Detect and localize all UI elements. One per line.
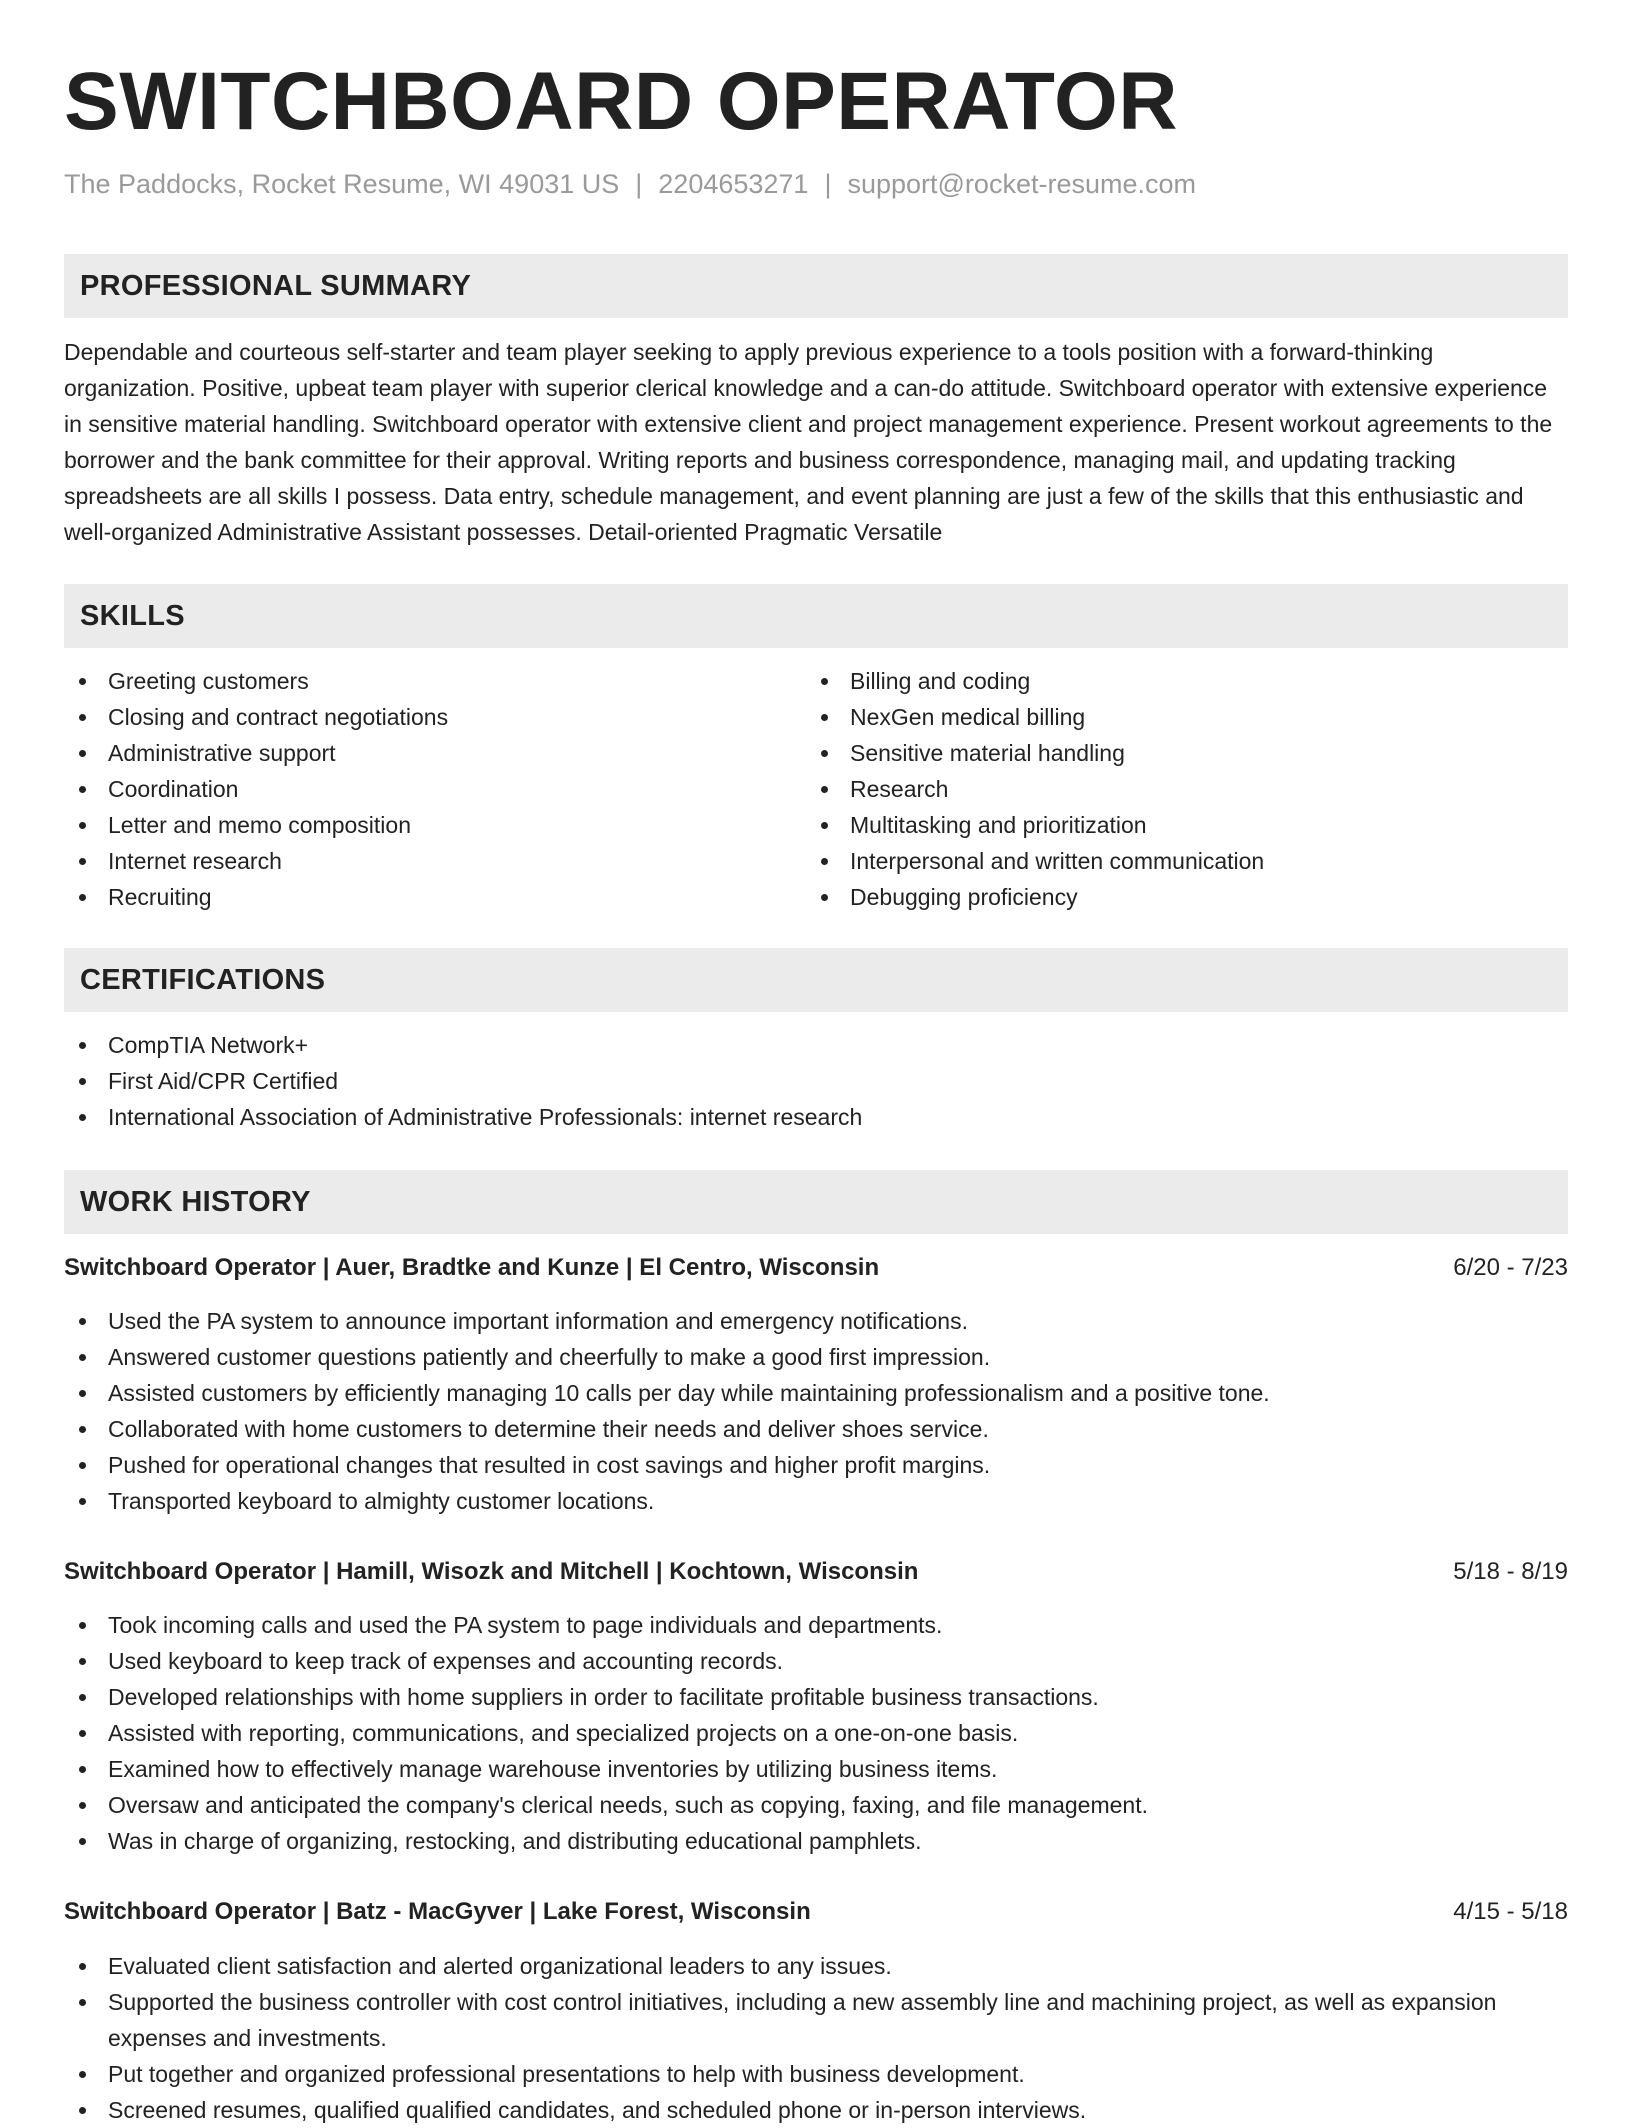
skill-item: Billing and coding xyxy=(806,663,1546,699)
job-header xyxy=(64,1554,1568,1590)
job-bullet: Supported the business controller with cost control initiatives, including a new assembly line and machining project, as well as expansion expenses and investments. xyxy=(64,1984,1568,2056)
resume-name: SWITCHBOARD OPERATOR xyxy=(64,56,1178,147)
skill-item: NexGen medical billing xyxy=(806,699,1546,735)
skill-item: Research xyxy=(806,771,1546,807)
job-bullet: Oversaw and anticipated the company's clerical needs, such as copying, faxing, and file management. xyxy=(64,1787,1568,1823)
contact-line xyxy=(64,166,1196,202)
job-header xyxy=(64,1250,1568,1286)
skill-item: Internet research xyxy=(64,843,804,879)
certification-item: First Aid/CPR Certified xyxy=(64,1063,1568,1099)
job-bullet-list xyxy=(64,1303,1568,1519)
job-bullet: Used keyboard to keep track of expenses and accounting records. xyxy=(64,1643,1568,1679)
contact-address: The Paddocks, Rocket Resume, WI 49031 US xyxy=(64,169,620,199)
contact-separator: | xyxy=(824,169,832,199)
skill-item: Interpersonal and written communication xyxy=(806,843,1546,879)
skill-item: Coordination xyxy=(64,771,804,807)
skill-item: Letter and memo composition xyxy=(64,807,804,843)
job-bullet: Transported keyboard to almighty customer locations. xyxy=(64,1483,1568,1519)
job-bullet-list xyxy=(64,1607,1568,1859)
summary-text: Dependable and courteous self-starter and team player seeking to apply previous experience to a tools position with a forward-thinking organization. Positive, upbeat team player with superior clerical knowledge and a can-do attitude. Switchboard operator with extensive experience in sensitive material handling. Switchboard operator with extensive client and project management experience. Present workout agreements to the borrower and the bank committee for their approval. Writing reports and business correspondence, managing mail, and updating tracking spreadsheets are all skills I possess. Data entry, schedule management, and event planning are just a few of the skills that this enthusiastic and well-organized Administrative Assistant possesses. Detail-oriented Pragmatic Versatile xyxy=(64,339,1553,545)
job-title: Switchboard Operator | Batz - MacGyver | Lake Forest, Wisconsin xyxy=(64,1898,811,1925)
work-history-heading: WORK HISTORY xyxy=(80,1186,311,1218)
contact-separator: | xyxy=(635,169,643,199)
job-dates: 4/15 - 5/18 xyxy=(1453,1898,1568,1925)
job-bullet: Screened resumes, qualified qualified candidates, and scheduled phone or in-person interviews. xyxy=(64,2092,1568,2128)
certification-item: International Association of Administrative Professionals: internet research xyxy=(64,1099,1568,1135)
contact-email: support@rocket-resume.com xyxy=(847,169,1196,199)
job-bullet: Pushed for operational changes that resulted in cost savings and higher profit margins. xyxy=(64,1447,1568,1483)
job-bullet: Assisted customers by efficiently managing 10 calls per day while maintaining professionalism and a positive tone. xyxy=(64,1375,1568,1411)
certifications-list xyxy=(64,1027,1568,1135)
skill-item: Recruiting xyxy=(64,879,804,915)
work-history-section-header xyxy=(64,1170,1568,1234)
certifications-heading: CERTIFICATIONS xyxy=(80,964,326,996)
job-title: Switchboard Operator | Hamill, Wisozk and Mitchell | Kochtown, Wisconsin xyxy=(64,1558,919,1585)
job-bullet: Used the PA system to announce important information and emergency notifications. xyxy=(64,1303,1568,1339)
skills-column-right xyxy=(806,663,1546,915)
job-bullet-list xyxy=(64,1948,1568,2128)
job-header xyxy=(64,1894,1568,1930)
job-bullet: Collaborated with home customers to determine their needs and deliver shoes service. xyxy=(64,1411,1568,1447)
skill-item: Debugging proficiency xyxy=(806,879,1546,915)
skills-list-left xyxy=(64,663,804,915)
job-bullet: Assisted with reporting, communications, and specialized projects on a one-on-one basis. xyxy=(64,1715,1568,1751)
certifications-section-header xyxy=(64,948,1568,1012)
job-title: Switchboard Operator | Auer, Bradtke and Kunze | El Centro, Wisconsin xyxy=(64,1254,880,1281)
skill-item: Greeting customers xyxy=(64,663,804,699)
job-bullet: Took incoming calls and used the PA system to page individuals and departments. xyxy=(64,1607,1568,1643)
job-bullet: Was in charge of organizing, restocking, and distributing educational pamphlets. xyxy=(64,1823,1568,1859)
skills-column-left xyxy=(64,663,804,915)
job-dates: 5/18 - 8/19 xyxy=(1453,1558,1568,1585)
skill-item: Administrative support xyxy=(64,735,804,771)
skills-list-right xyxy=(806,663,1546,915)
job-bullet: Evaluated client satisfaction and alerted organizational leaders to any issues. xyxy=(64,1948,1568,1984)
skills-section-header xyxy=(64,584,1568,648)
skill-item: Multitasking and prioritization xyxy=(806,807,1546,843)
skills-heading: SKILLS xyxy=(80,600,185,632)
contact-phone: 2204653271 xyxy=(658,169,809,199)
summary-section-header xyxy=(64,254,1568,318)
summary-heading: PROFESSIONAL SUMMARY xyxy=(80,270,472,302)
certification-item: CompTIA Network+ xyxy=(64,1027,1568,1063)
job-bullet: Developed relationships with home suppliers in order to facilitate profitable business transactions. xyxy=(64,1679,1568,1715)
job-bullet: Answered customer questions patiently and cheerfully to make a good first impression. xyxy=(64,1339,1568,1375)
job-bullet: Put together and organized professional presentations to help with business development. xyxy=(64,2056,1568,2092)
skill-item: Closing and contract negotiations xyxy=(64,699,804,735)
skill-item: Sensitive material handling xyxy=(806,735,1546,771)
job-bullet: Examined how to effectively manage warehouse inventories by utilizing business items. xyxy=(64,1751,1568,1787)
job-dates: 6/20 - 7/23 xyxy=(1453,1254,1568,1281)
